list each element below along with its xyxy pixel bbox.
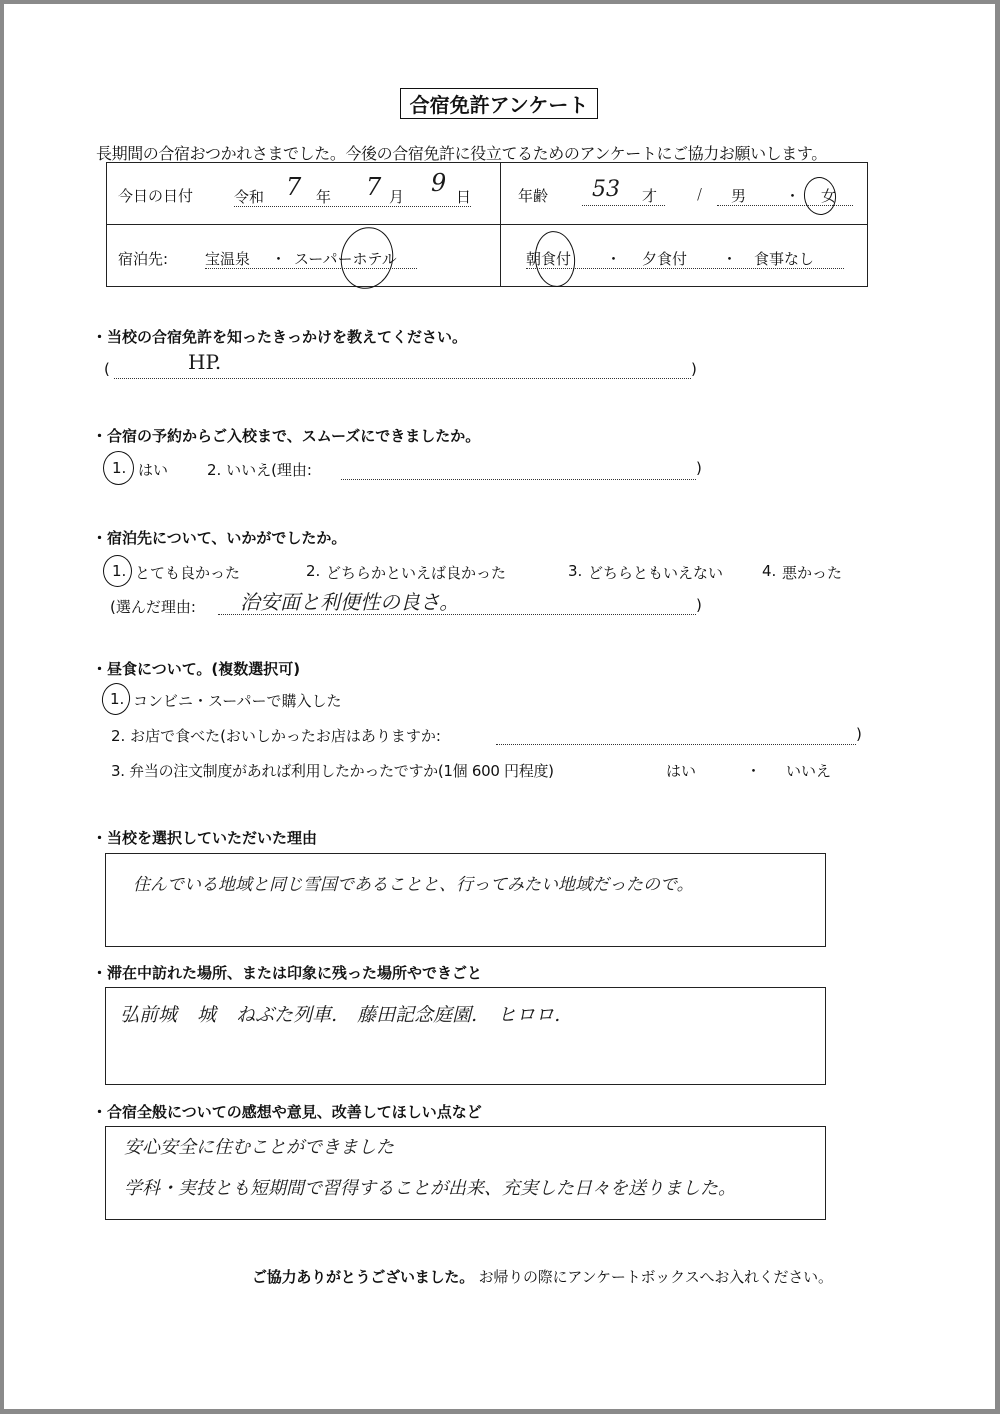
intro-text: 長期間の合宿おつかれさまでした。今後の合宿免許に役立てるためのアンケートにご協力お願いします。	[96, 144, 827, 163]
lodging-option-super-hotel[interactable]: スーパーホテル	[294, 250, 397, 268]
q2-reason-field[interactable]	[341, 459, 696, 480]
meal-selection-circle	[532, 229, 578, 289]
q4-option-1-number[interactable]: 1.	[110, 690, 125, 708]
date-label: 今日の日付	[118, 187, 194, 205]
q3-option-1-number[interactable]: 1.	[112, 562, 127, 580]
separator-slash: /	[697, 185, 703, 203]
q3-option-1-text[interactable]: とても良かった	[135, 564, 241, 582]
era-label: 令和	[234, 188, 265, 206]
q1-close-paren: )	[691, 360, 697, 378]
q3-close-paren: )	[696, 596, 702, 614]
gender-separator: ・	[785, 187, 801, 205]
q2-selection-circle	[103, 451, 134, 485]
question-how-found: ・当校の合宿免許を知ったきっかけを教えてください。	[92, 328, 468, 346]
q3-option-2-text[interactable]: どちらかといえば良かった	[326, 564, 507, 582]
footer-note	[252, 1266, 833, 1287]
q3-reason[interactable]: 治安面と利便性の良さ。	[240, 590, 460, 614]
q3-reason-label: (選んだ理由:	[110, 598, 196, 616]
q2-option-2-no[interactable]: 2. いいえ(理由:	[207, 461, 312, 479]
q4-option-2-close-paren: )	[856, 725, 862, 743]
q3-option-4-number[interactable]: 4.	[762, 562, 777, 580]
lodging-selection-circle	[335, 222, 399, 293]
q3-option-3-number[interactable]: 3.	[568, 562, 583, 580]
meal-option-dinner[interactable]: 夕食付	[642, 250, 688, 268]
q4-option-3-text: 3. 弁当の注文制度があれば利用したかったですか(1個 600 円程度)	[111, 762, 554, 780]
question-places-visited: ・滞在中訪れた場所、または印象に残った場所やできごと	[92, 964, 483, 982]
q3-reason-field[interactable]	[218, 590, 696, 615]
q3-option-3-text[interactable]: どちらともいえない	[588, 564, 724, 582]
q4-option-3-no[interactable]: いいえ	[786, 762, 832, 780]
year-label: 年	[316, 188, 332, 206]
lodging-option-takara-onsen[interactable]: 宝温泉	[205, 250, 251, 268]
header-form-grid	[106, 162, 868, 287]
q3-option-4-text[interactable]: 悪かった	[782, 564, 843, 582]
gender-option-female[interactable]: 女	[821, 187, 837, 205]
age-label: 年齢	[518, 187, 549, 205]
q4-option-3-separator: ・	[746, 762, 762, 780]
q1-answer[interactable]: HP.	[188, 350, 222, 374]
q2-option-1-number[interactable]: 1.	[112, 459, 127, 477]
question-general-feedback: ・合宿全般についての感想や意見、改善してほしい点など	[92, 1103, 482, 1121]
question-lunch: ・昼食について。(複数選択可)	[92, 660, 301, 678]
meal-separator-1: ・	[606, 250, 622, 268]
q4-option-1-text[interactable]: コンビニ・スーパーで購入した	[133, 692, 342, 710]
q4-option-3-yes[interactable]: はい	[666, 762, 697, 780]
q2-close-paren: )	[696, 459, 702, 477]
grid-column-divider	[500, 163, 501, 286]
footer-instruction: お帰りの際にアンケートボックスへお入れください。	[478, 1268, 833, 1286]
gender-option-male[interactable]: 男	[731, 187, 747, 205]
footer-thanks: ご協力ありがとうございました。	[252, 1268, 475, 1286]
q1-open-paren: (	[104, 360, 110, 378]
form-title: 合宿免許アンケート	[400, 88, 598, 119]
meal-option-none[interactable]: 食事なし	[754, 250, 815, 268]
age-value[interactable]: 53	[592, 177, 620, 202]
year-value[interactable]: 7	[286, 173, 302, 201]
age-unit: 才	[642, 187, 658, 205]
q3-option-2-number[interactable]: 2.	[306, 562, 321, 580]
places-visited-answer-box[interactable]	[105, 987, 826, 1085]
general-feedback-answer-line-2[interactable]: 学科・実技とも短期間で習得することが出来、充実した日々を送りました。	[124, 1178, 736, 1199]
month-value[interactable]: 7	[366, 173, 382, 201]
day-label: 日	[456, 188, 472, 206]
q1-answer-field[interactable]	[114, 350, 691, 379]
q3-selection-circle	[103, 555, 132, 587]
grid-row-divider	[107, 224, 867, 225]
age-field[interactable]	[582, 179, 665, 206]
date-field[interactable]	[234, 169, 472, 207]
reason-chosen-answer-box[interactable]	[105, 853, 826, 947]
meal-separator-2: ・	[722, 250, 738, 268]
question-smooth-booking: ・合宿の予約からご入校まで、スムーズにできましたか。	[92, 427, 481, 445]
meal-option-breakfast[interactable]: 朝食付	[526, 250, 572, 268]
lodging-separator: ・	[271, 250, 287, 268]
question-reason-chosen: ・当校を選択していただいた理由	[92, 829, 318, 847]
q4-option-2-text[interactable]: 2. お店で食べた(おいしかったお店はありますか:	[111, 727, 441, 745]
general-feedback-answer-box[interactable]	[105, 1126, 826, 1220]
lodging-label: 宿泊先:	[118, 250, 169, 268]
q4-option-2-answer-field[interactable]	[496, 724, 856, 745]
places-visited-answer[interactable]: 弘前城 城 ねぶた列車. 藤田記念庭園. ヒロロ.	[120, 1004, 561, 1026]
reason-chosen-answer[interactable]: 住んでいる地域と同じ雪国であることと、行ってみたい地域だったので。	[133, 875, 694, 895]
month-label: 月	[389, 188, 405, 206]
question-lodging-rating: ・宿泊先について、いかがでしたか。	[92, 529, 347, 547]
general-feedback-answer-line-1[interactable]: 安心安全に住むことができました	[124, 1137, 394, 1158]
day-value[interactable]: 9	[431, 169, 447, 197]
q2-option-1-yes[interactable]: はい	[138, 461, 169, 479]
